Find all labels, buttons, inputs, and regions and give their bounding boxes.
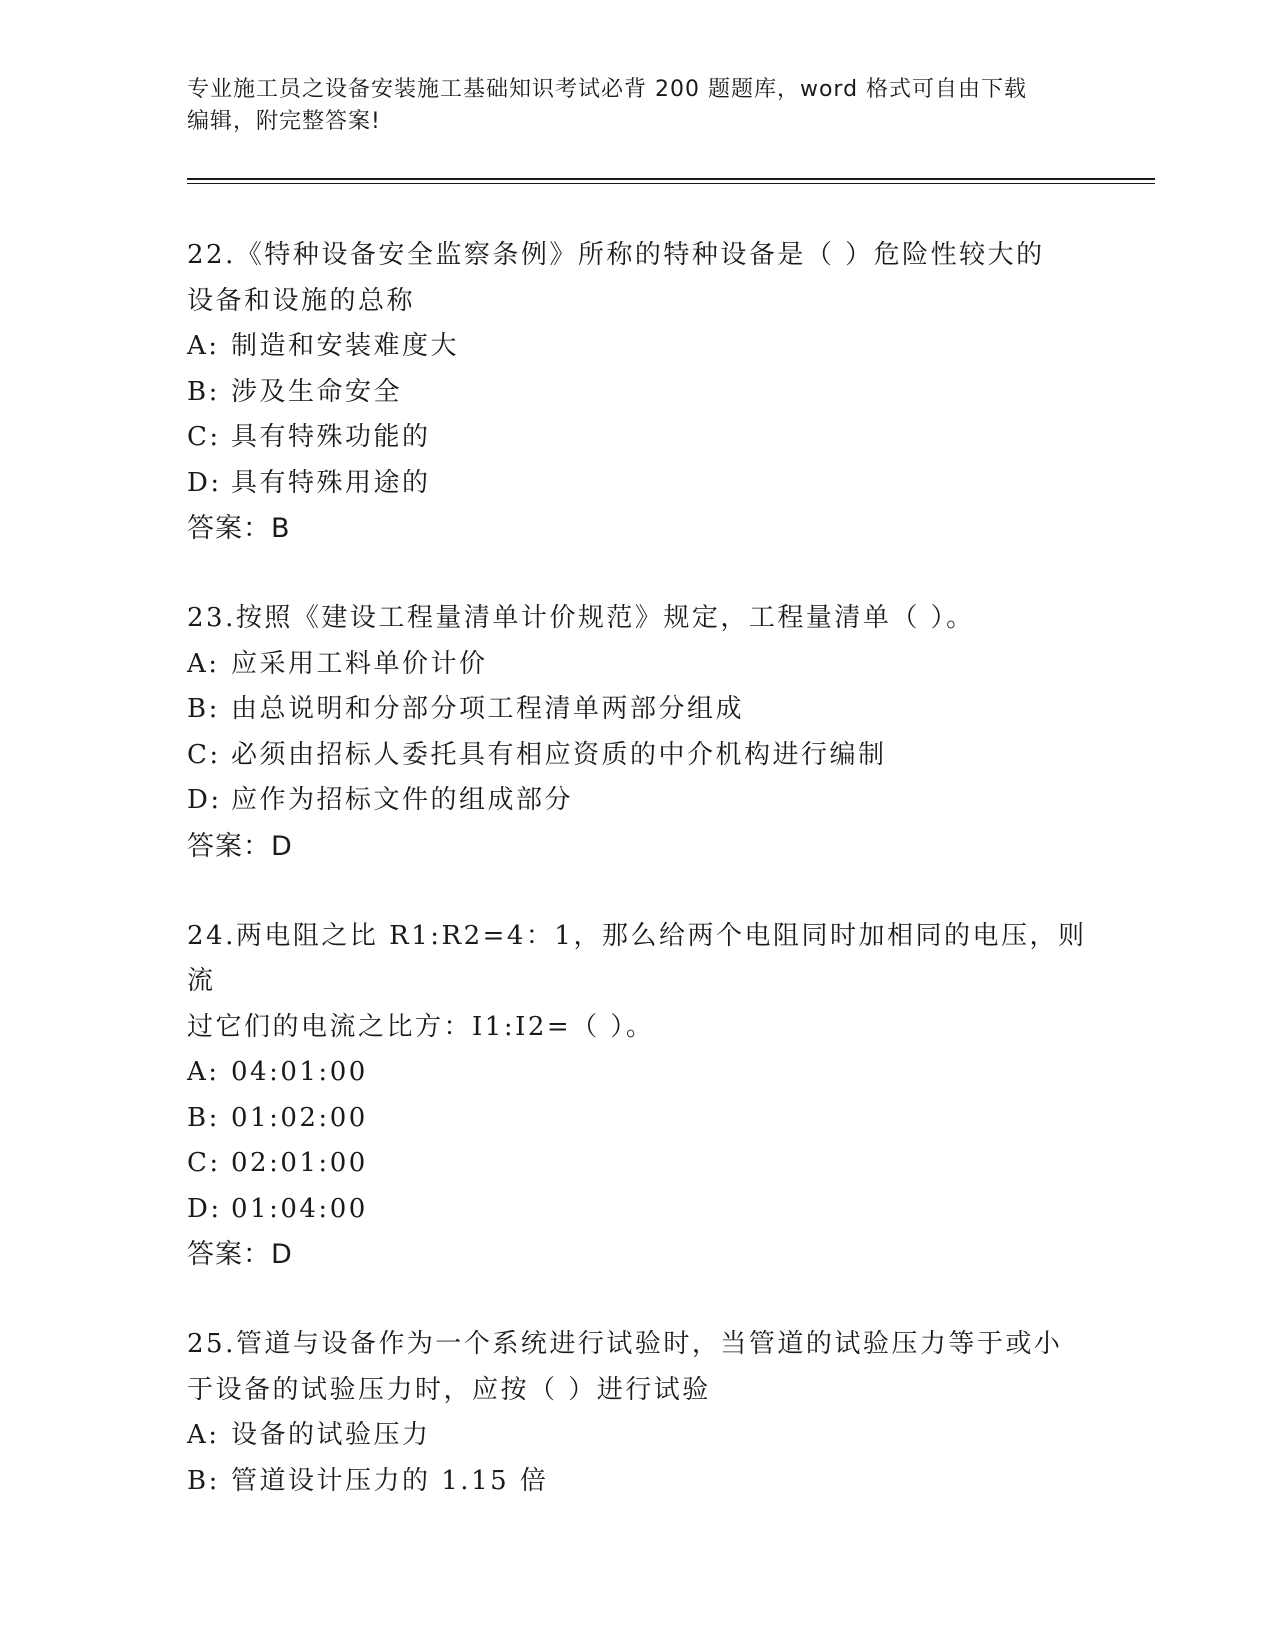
header-divider-thin	[187, 183, 1155, 184]
option-b	[187, 1459, 1087, 1505]
question-24	[187, 914, 1087, 1279]
option-a	[187, 642, 1087, 688]
question-list	[187, 233, 1087, 1548]
document-header	[187, 74, 1087, 138]
option-a	[187, 1050, 1087, 1096]
option-text: 01:04:00	[231, 1193, 368, 1224]
option-letter: C:	[187, 422, 221, 452]
question-stem-line: 过它们的电流之比方：I1:I2=（ ）。	[187, 1011, 655, 1042]
question-25	[187, 1322, 1087, 1504]
option-letter: B:	[187, 376, 220, 407]
option-letter: B:	[187, 694, 220, 724]
option-c	[187, 733, 1087, 779]
option-letter: D:	[187, 1193, 222, 1224]
header-line-2: 编辑，附完整答案!	[187, 109, 381, 134]
option-a	[187, 324, 1087, 370]
question-stem-line: 于设备的试验压力时，应按（ ）进行试验	[187, 1374, 711, 1405]
option-text: 应作为招标文件的组成部分	[231, 785, 574, 815]
option-text: 必须由招标人委托具有相应资质的中介机构进行编制	[231, 739, 887, 770]
option-text: 设备的试验压力	[231, 1420, 431, 1450]
option-text: 管道设计压力的 1.15 倍	[231, 1465, 549, 1496]
answer-line: 答案：B	[187, 513, 291, 544]
option-letter: C:	[187, 739, 221, 770]
option-d	[187, 778, 1087, 824]
option-letter: D:	[187, 467, 222, 498]
question-stem-line: 设备和设施的总称	[187, 285, 416, 316]
option-c	[187, 1141, 1087, 1187]
question-stem-line: 25.管道与设备作为一个系统进行试验时，当管道的试验压力等于或小	[187, 1329, 1063, 1359]
option-b	[187, 370, 1087, 416]
header-line-1: 专业施工员之设备安装施工基础知识考试必背 200 题题库，word 格式可自由下载	[187, 77, 1028, 102]
option-letter: A:	[187, 1057, 220, 1087]
option-b	[187, 1096, 1087, 1142]
option-letter: D:	[187, 785, 222, 815]
answer-line: 答案：D	[187, 830, 293, 862]
question-stem-line: 22.《特种设备安全监察条例》所称的特种设备是（ ）危险性较大的	[187, 240, 1045, 270]
question-22	[187, 233, 1087, 552]
option-text: 04:01:00	[231, 1057, 368, 1087]
option-text: 涉及生命安全	[231, 376, 403, 407]
option-text: 01:02:00	[231, 1102, 368, 1133]
option-text: 02:01:00	[231, 1148, 368, 1178]
option-text: 由总说明和分部分项工程清单两部分组成	[231, 694, 745, 724]
option-letter: A:	[187, 331, 220, 361]
option-letter: C:	[187, 1148, 221, 1178]
option-d	[187, 461, 1087, 507]
option-text: 具有特殊用途的	[231, 467, 431, 498]
question-23	[187, 596, 1087, 870]
option-b	[187, 687, 1087, 733]
option-text: 制造和安装难度大	[231, 331, 460, 361]
question-stem-line: 23.按照《建设工程量清单计价规范》规定，工程量清单（ ）。	[187, 603, 975, 633]
header-divider-thick	[187, 178, 1155, 180]
question-stem-line: 24.两电阻之比 R1:R2=4：1，那么给两个电阻同时加相同的电压，则流	[187, 920, 1087, 996]
answer-line: 答案：D	[187, 1239, 293, 1270]
option-text: 具有特殊功能的	[231, 422, 431, 452]
option-c	[187, 415, 1087, 461]
option-letter: A:	[187, 648, 220, 679]
option-d	[187, 1187, 1087, 1233]
option-text: 应采用工料单价计价	[231, 648, 488, 679]
option-letter: B:	[187, 1102, 220, 1133]
option-a	[187, 1413, 1087, 1459]
option-letter: B:	[187, 1465, 220, 1496]
option-letter: A:	[187, 1420, 220, 1450]
